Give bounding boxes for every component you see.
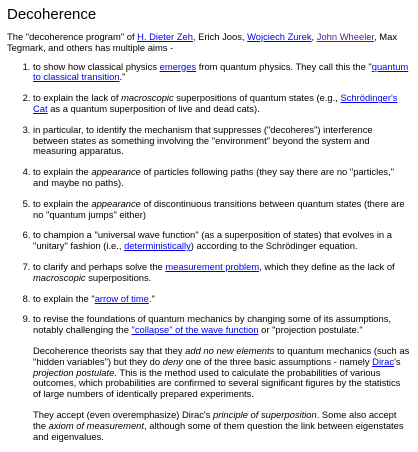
para-text: . This is the method used to calculate the probabilities of various outcomes, which probabilities are confirmed to several significant figures by the statistics of large numbers of identically prepared experiments. [33,366,401,400]
item-text: of particles following paths (they say there are no "particles," and maybe no paths). [33,166,395,188]
para-emphasis: deny [162,355,183,367]
item-text: to explain the [33,197,92,209]
para-emphasis: projection postulate [33,366,115,378]
item-text: of discontinuous transitions between quantum states (there are no "quantum jumps" either) [33,197,405,220]
link-emerges[interactable]: emerges [159,60,197,72]
list-item [33,125,410,157]
item-text: to revise the foundations of quantum mechanics by changing some of its assumptions, notably challenging the [33,313,392,336]
item-text: to explain the " [33,292,95,304]
item-text: as a quantum superposition of live and dead cats). [47,102,260,114]
intro-text: The "decoherence program" of [7,31,138,42]
list-item [33,199,410,221]
item-text: superpositions of quantum states (e.g., [173,92,341,104]
para-text: 's [394,355,401,367]
link-wojciech-zurek[interactable]: Wojciech Zurek [247,31,312,42]
item-text: from quantum physics. They call this the " [196,60,372,72]
intro-text: , Erich Joos, [192,31,248,42]
para-text: one of the three basic assumptions - namely [183,355,373,367]
item-text: to explain the lack of [33,92,122,104]
list-item [33,167,410,189]
list-item [33,93,410,115]
item-text: ." [119,71,126,83]
intro-paragraph [7,32,410,54]
list-item [33,262,410,284]
list-item [33,294,410,305]
link-measurement-problem[interactable]: measurement problem [165,260,260,272]
item-text: , which they define as the lack of [259,260,395,272]
item-emphasis: macroscopic [33,271,86,283]
paragraph-decoherence-theorists [33,346,410,400]
para-text: They accept (even overemphasize) Dirac's [33,408,213,420]
item-text: in particular, to identify the mechanism that suppresses ("decoheres") interference between states as something involving the "environment" beyond the system and measuring apparatus. [33,123,373,157]
link-quantum-to-classical-transition[interactable]: quantum to classical transition [33,60,409,83]
page-title: Decoherence [7,6,97,23]
item-text: to show how classical physics [33,60,160,72]
list-item [33,62,410,84]
para-emphasis: axiom of measurement [48,419,144,431]
para-text: to quantum mechanics (such as "hidden variables") but they do [33,344,410,367]
item-text: to clarify and perhaps solve the [33,260,166,272]
link-dirac[interactable]: Dirac [372,355,395,367]
item-text: to explain the [33,166,92,178]
para-text: . Some also accept the [33,408,397,431]
link-collapse-of-the-wave-function[interactable]: "collapse" of the wave function [131,324,259,336]
item-emphasis: macroscopic [121,92,174,104]
item-text: ." [148,292,155,304]
item-emphasis: appearance [91,166,141,178]
item-emphasis: appearance [91,197,141,209]
item-text: or "projection postulate." [258,324,363,336]
paragraph-superposition [33,410,410,442]
intro-text: , [311,31,317,42]
para-emphasis: principle of superposition [213,408,317,420]
link-arrow-of-time[interactable]: arrow of time [94,292,149,304]
intro-text: , Max Tegmark, and others has multiple aims - [7,31,398,53]
item-text: superpositions. [85,271,152,283]
link-john-wheeler[interactable]: John Wheeler [316,31,375,42]
list-item [33,314,410,442]
item-text: to champion a "universal wave function" (as a superposition of states) that evolves in a "unitary" fashion (i.e., [33,229,392,252]
list-item [33,230,410,252]
link-schrodingers-cat[interactable]: Schrödinger's Cat [33,92,398,114]
para-emphasis: add no new elements [185,344,275,356]
para-text: , although some of them question the link between eigenstates and eigenvalues. [33,419,404,442]
aims-list [7,62,410,443]
para-text: Decoherence theorists say that they [33,344,186,356]
link-deterministically[interactable]: deterministically [124,240,191,252]
link-h-dieter-zeh[interactable]: H. Dieter Zeh [137,31,193,42]
item-text: ) according to the Schrödinger equation. [190,240,358,252]
